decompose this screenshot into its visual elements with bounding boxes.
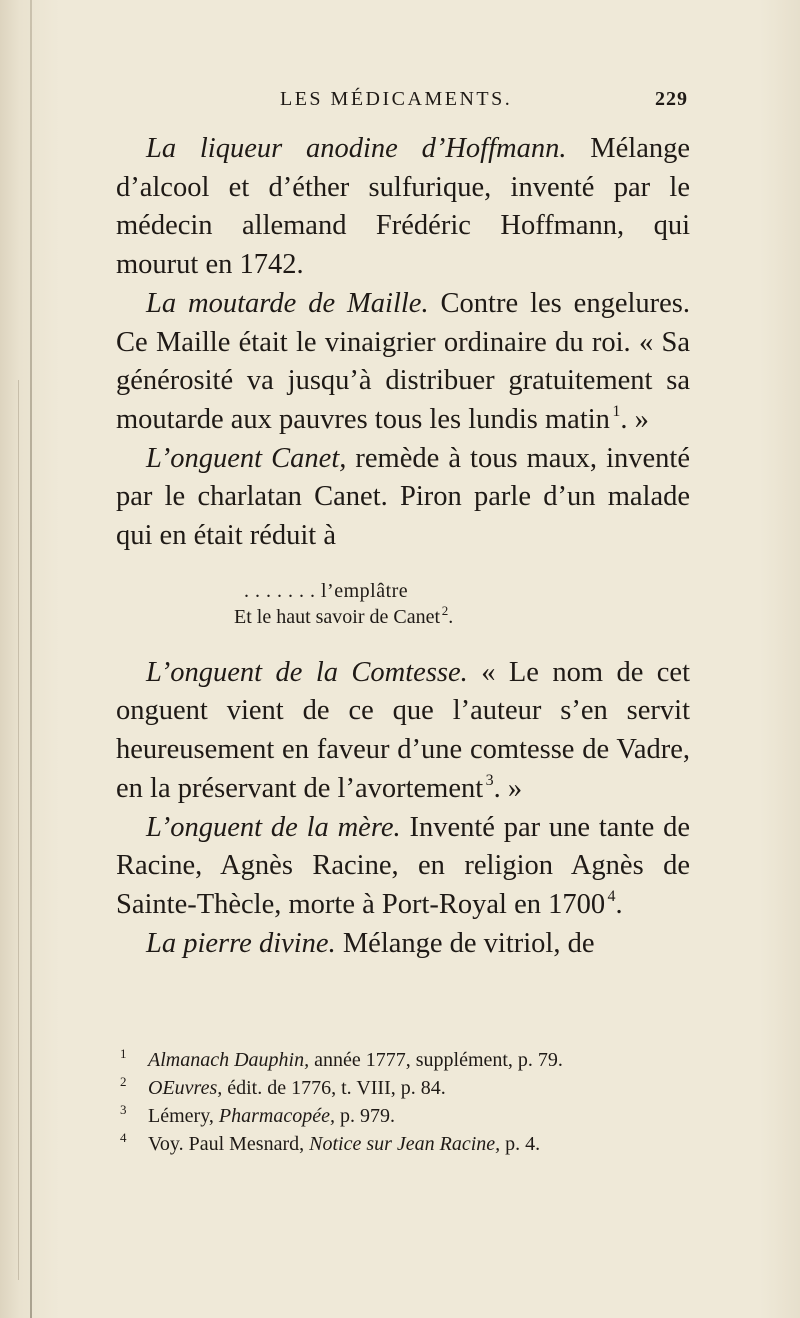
gutter-shadow-inner (18, 380, 19, 1280)
entry-text: Inventé par une tante de Racine, Agnès Racine, en religion Agnès de Sainte-Thècle, morte à Port-Royal en 1700 (116, 811, 690, 920)
entry-text: Contre les engelures. Ce Maille était le vinaigrier ordinaire du roi. « Sa générosité va jusqu’à distribuer gratuitement sa moutarde aux pauvres tous les lundis matin (116, 287, 691, 435)
footnote-ref: 2 (441, 602, 449, 618)
entry-liqueur-anodine (116, 130, 690, 285)
verse-tail: . (448, 605, 454, 628)
entry-tail: . (615, 888, 623, 920)
footnote-author: Voy. Paul Mesnard, (148, 1133, 310, 1155)
footnote-source: Notice sur Jean Racine, (309, 1133, 501, 1155)
entry-text: Mélange d’alcool et d’éther sulfurique, inventé par le médecin allemand Frédéric Hoffmann, qui mourut en 1742. (116, 133, 690, 281)
entry-moutarde-de-maille (116, 285, 690, 440)
entry-pierre-divine (116, 925, 690, 964)
verse-quotation (116, 578, 690, 630)
verse-text: Et le haut savoir de Canet (234, 605, 441, 628)
footnotes (120, 1046, 700, 1158)
entry-tail: . » (620, 403, 649, 435)
footnote-1: 1 Almanach Dauphin, année 1777, supplément, p. 79. (120, 1046, 563, 1071)
entry-title: La moutarde de Maille. (146, 287, 429, 319)
footnote-text: p. 4. (500, 1133, 541, 1155)
entry-title: La liqueur anodine d’Hoffmann. (146, 133, 567, 164)
entry-title: L’onguent de la mère. (146, 811, 401, 843)
entry-text: « Le nom de cet onguent vient de ce que l’auteur s’en servit heureusement en faveur d’une comtesse de Vadre, en la préservant de l’avortement (116, 656, 690, 804)
footnote-author: Lémery, (148, 1105, 219, 1127)
entry-onguent-comtesse (116, 654, 690, 809)
footnote-2: 2 OEuvres, édit. de 1776, t. VIII, p. 84. (120, 1074, 446, 1099)
entry-onguent-mere (116, 809, 690, 925)
footnote-source: Pharmacopée, (218, 1105, 335, 1127)
footnote-text: année 1777, supplément, p. 79. (309, 1049, 563, 1071)
entry-text: Mélange de vitriol, de (342, 927, 595, 959)
gutter-shadow (30, 0, 32, 1318)
entry-title: La pierre divine. (146, 927, 336, 959)
footnote-ref: 4 (607, 887, 616, 905)
entry-tail: . » (493, 772, 523, 804)
body-text (116, 130, 690, 963)
footnote-3: 3 Lémery, Pharmacopée, p. 979. (120, 1102, 395, 1127)
verse-line-1: . . . . . . . l’emplâtre (244, 579, 409, 602)
running-head (0, 88, 800, 116)
verse-line-2 (116, 604, 690, 630)
entry-text: remède à tous maux, inventé par le charlatan Canet. Piron parle d’un malade qui en était réduit à (116, 442, 690, 552)
entry-title: L’onguent Canet, (146, 442, 347, 474)
footnote-source: OEuvres, (148, 1077, 223, 1099)
entry-title: L’onguent de la Comtesse. (146, 656, 468, 688)
footnote-source: Almanach Dauphin, (148, 1049, 310, 1071)
footnote-ref: 1 (612, 402, 621, 420)
footnote-ref: 3 (485, 771, 494, 789)
footnote-text: édit. de 1776, t. VIII, p. 84. (222, 1077, 446, 1099)
entry-onguent-canet (116, 440, 690, 556)
page-number: 229 (655, 88, 688, 110)
running-head-title: LES MÉDICAMENTS. (280, 88, 513, 110)
footnote-4: 4 Voy. Paul Mesnard, Notice sur Jean Racine, p. 4. (120, 1130, 541, 1155)
footnote-text: p. 979. (334, 1105, 395, 1127)
